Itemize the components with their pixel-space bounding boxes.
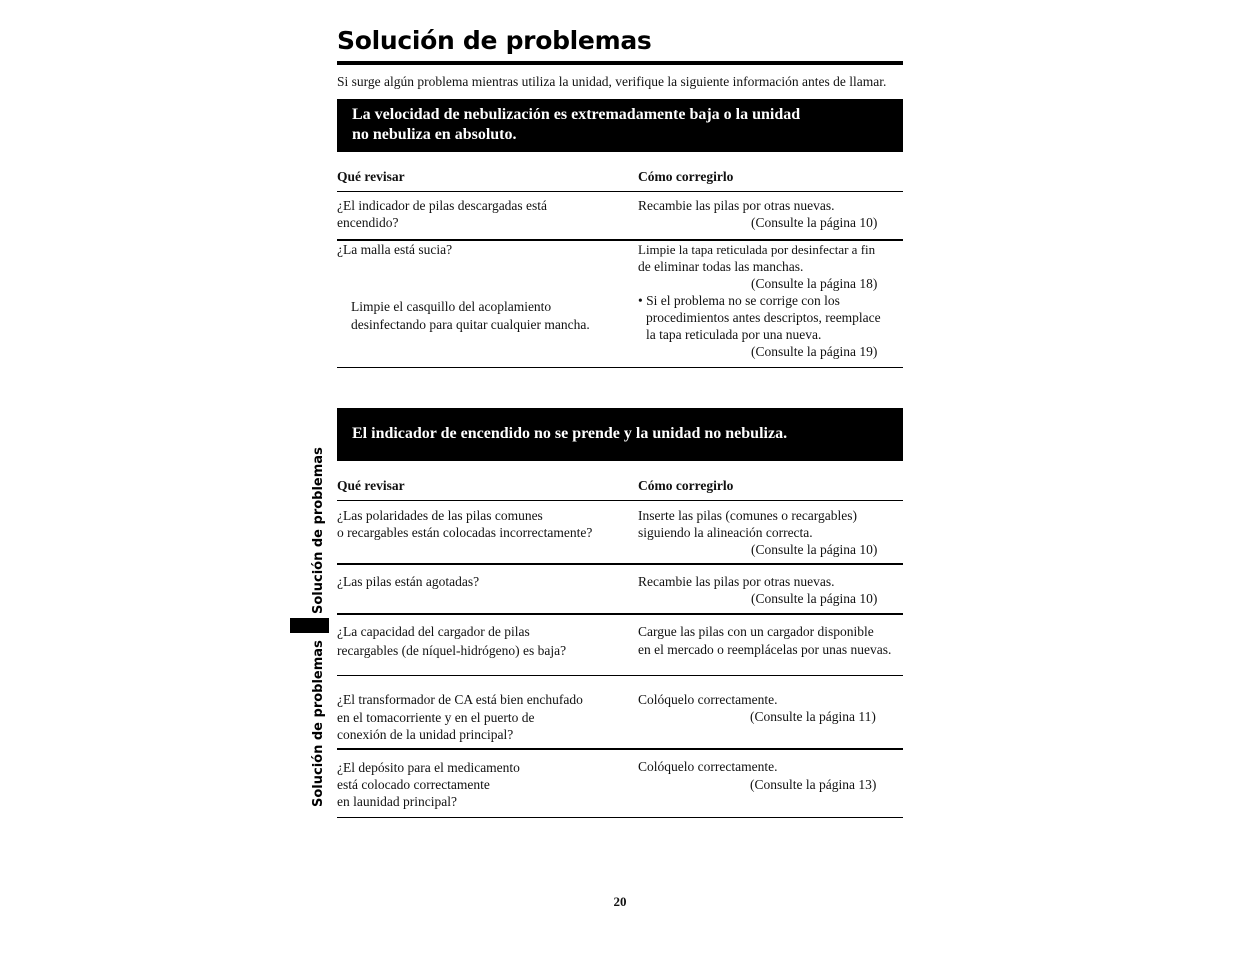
page-number: 20: [613, 894, 627, 909]
fix-text: Limpie la tapa reticulada por desinfectar a fin: [638, 242, 876, 257]
check-text: ¿El transformador de CA está bien enchufado: [337, 692, 583, 707]
section1-header-rule: [337, 191, 903, 192]
sub-note-line: Limpie el casquillo del acoplamiento: [351, 299, 552, 314]
page-reference: (Consulte la página 10): [751, 591, 878, 606]
page-title: Solución de problemas: [337, 26, 652, 55]
sub-note-line: desinfectando para quitar cualquier mancha.: [351, 317, 590, 332]
page-reference: (Consulte la página 11): [750, 709, 876, 724]
table-row: [337, 759, 520, 810]
fix-text: Colóquelo correctamente.: [638, 759, 778, 774]
check-text: está colocado correctamente: [337, 777, 490, 792]
section2-banner: [337, 408, 903, 461]
page-reference: (Consulte la página 13): [750, 776, 877, 792]
fix-cell: [638, 197, 903, 231]
fix-text: Inserte las pilas (comunes o recargables): [638, 508, 858, 523]
row-divider: [337, 675, 903, 676]
fix-cell: [638, 241, 903, 361]
table-row: [337, 691, 583, 744]
section2-header-rule: [337, 500, 903, 501]
fix-cell: [638, 573, 903, 607]
section2-col-fix: Cómo corregirlo: [638, 478, 734, 493]
page-reference: (Consulte la página 10): [751, 542, 878, 557]
section2-bottom-rule: [337, 817, 903, 818]
table-row: [337, 507, 592, 541]
section1-col-fix: Cómo corregirlo: [638, 169, 734, 184]
check-text: en el tomacorriente y en el puerto de: [337, 709, 535, 725]
section1-banner: [337, 99, 903, 152]
section2-col-check: Qué revisar: [337, 478, 405, 493]
page-reference: (Consulte la página 19): [751, 344, 878, 359]
side-tab-label-upper: Solución de problemas: [311, 447, 326, 614]
fix-text: siguiendo la alineación correcta.: [638, 525, 813, 540]
row-divider: [337, 613, 903, 615]
fix-text: Cargue las pilas con un cargador disponible: [638, 624, 874, 639]
fix-cell: [638, 758, 903, 793]
fix-text: Recambie las pilas por otras nuevas.: [638, 198, 835, 213]
fix-text: Recambie las pilas por otras nuevas.: [638, 574, 835, 589]
section1-col-check: Qué revisar: [337, 169, 405, 184]
check-text: ¿La malla está sucia?: [337, 242, 453, 257]
sub-note: [351, 298, 590, 334]
page-reference: (Consulte la página 10): [751, 215, 878, 230]
check-text: en launidad principal?: [337, 794, 457, 809]
title-rule: [337, 61, 903, 65]
check-text: ¿Las pilas están agotadas?: [337, 574, 480, 589]
intro-text: Si surge algún problema mientras utiliza la unidad, verifique la siguiente información antes de llamar.: [337, 74, 887, 89]
check-text: conexión de la unidad principal?: [337, 727, 514, 742]
section1-bottom-rule: [337, 367, 903, 368]
table-row: [337, 197, 547, 231]
fix-text: Colóquelo correctamente.: [638, 692, 778, 707]
check-text: ¿La capacidad del cargador de pilas: [337, 624, 530, 639]
side-tab-marker: [290, 618, 329, 633]
fix-cell: [638, 507, 903, 558]
fix-text: la tapa reticulada por una nueva.: [646, 327, 822, 342]
side-tab-label-lower: Solución de problemas: [311, 640, 326, 807]
section2-banner-text: El indicador de encendido no se prende y la unidad no nebuliza.: [352, 425, 788, 442]
check-text: o recargables están colocadas incorrectamente?: [337, 525, 593, 540]
section1-banner-text: La velocidad de nebulización es extremadamente baja o la unidad no nebuliza en absoluto.: [352, 106, 801, 143]
fix-text: • Si el problema no se corrige con los: [638, 293, 840, 308]
row-divider: [337, 563, 903, 565]
fix-cell: [638, 623, 891, 659]
table-row: [337, 622, 566, 660]
check-text: encendido?: [337, 215, 399, 230]
fix-text: de eliminar todas las manchas.: [638, 259, 804, 274]
fix-cell: [638, 691, 903, 725]
check-text: recargables (de níquel-hidrógeno) es baja?: [337, 643, 567, 658]
fix-text: en el mercado o reemplácelas por unas nuevas.: [638, 642, 892, 657]
fix-text: procedimientos antes descriptos, reemplace: [646, 310, 881, 325]
page-reference: (Consulte la página 18): [751, 276, 878, 291]
row-divider: [337, 748, 903, 750]
check-text: ¿Las polaridades de las pilas comunes: [337, 508, 543, 523]
check-text: ¿El indicador de pilas descargadas está: [337, 198, 548, 213]
check-text: ¿El depósito para el medicamento: [337, 760, 520, 775]
